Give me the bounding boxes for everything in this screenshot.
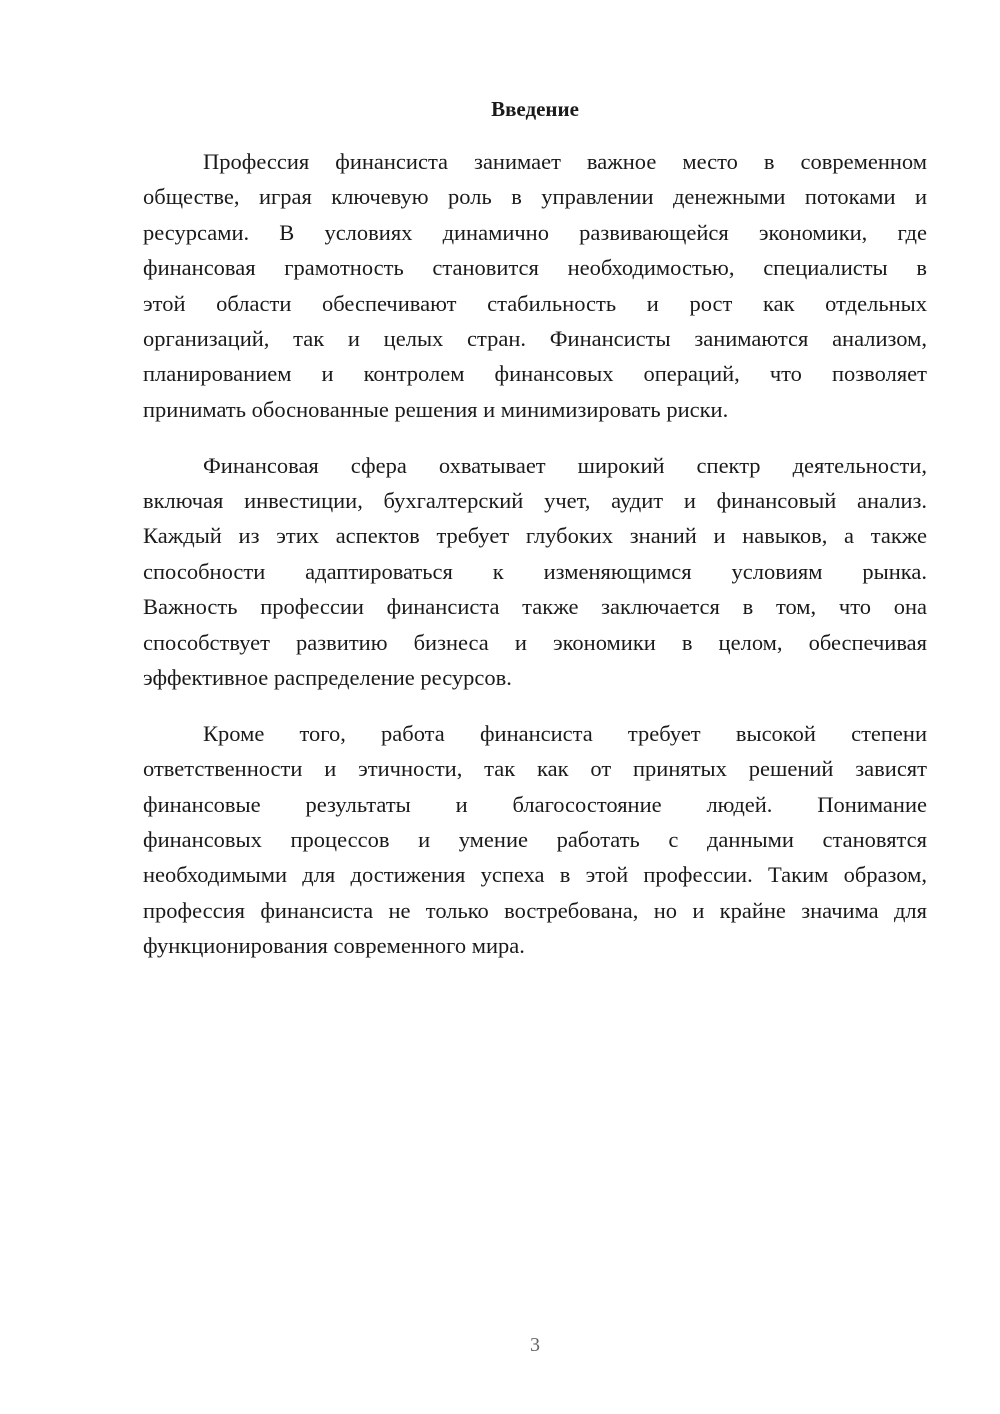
text-line: этой области обеспечивают стабильность и рост как отдельных [143,290,927,316]
text-line: финансовые результаты и благосостояние людей. Понимание [143,791,927,817]
text-line: финансовая грамотность становится необходимостью, специалисты в [143,255,927,281]
text-line: Финансовая сфера охватывает широкий спектр деятельности, [203,452,927,478]
text-line: обществе, играя ключевую роль в управлении денежными потоками и [143,184,927,210]
text-line: функционирования современного мира. [143,933,525,959]
text-line: принимать обоснованные решения и минимизировать риски. [143,396,729,422]
text-line: Кроме того, работа финансиста требует высокой степени [203,720,927,746]
document-body [143,144,927,984]
text-line: профессия финансиста не только востребована, но и крайне значима для [143,897,927,923]
paragraph [143,144,927,427]
text-line: способствует развитию бизнеса и экономики в целом, обеспечивая [143,629,927,655]
text-line: планированием и контролем финансовых операций, что позволяет [143,361,927,387]
text-line: Профессия финансиста занимает важное место в современном [203,149,927,174]
page-number: 3 [530,1334,540,1356]
page-title: Введение [491,97,579,121]
text-line: необходимыми для достижения успеха в этой профессии. Таким образом, [143,862,927,888]
text-line: ответственности и этичности, так как от принятых решений зависят [143,756,927,782]
text-line: способности адаптироваться к изменяющимся условиям рынка. [143,558,927,584]
paragraph [143,716,927,964]
text-line: Каждый из этих аспектов требует глубоких знаний и навыков, а также [143,523,927,549]
text-line: включая инвестиции, бухгалтерский учет, аудит и финансовый анализ. [143,488,927,514]
text-line: финансовых процессов и умение работать с данными становятся [143,827,927,853]
text-line: эффективное распределение ресурсов. [143,664,512,690]
text-line: ресурсами. В условиях динамично развивающейся экономики, где [143,219,927,245]
text-line: Важность профессии финансиста также заключается в том, что она [143,594,927,620]
text-line: организаций, так и целых стран. Финансисты занимаются анализом, [143,325,927,351]
paragraph [143,448,927,696]
